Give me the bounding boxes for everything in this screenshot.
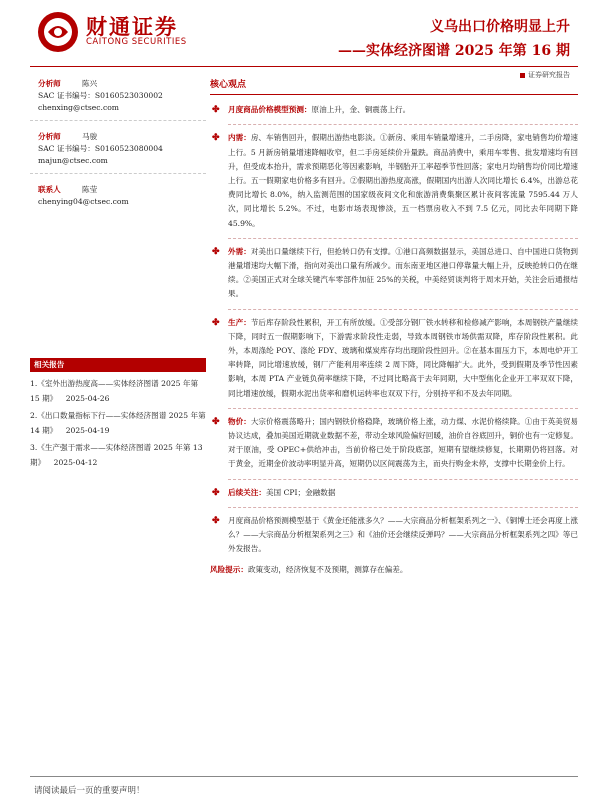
contact-name: 陈莹 bbox=[82, 185, 98, 194]
contact-block bbox=[30, 184, 206, 208]
footer-rule bbox=[30, 776, 578, 777]
related-report-item[interactable] bbox=[30, 440, 206, 470]
follow-up-text: 美国 CPI；金融数据 bbox=[265, 487, 336, 497]
domestic-label: 内需： bbox=[228, 133, 251, 143]
related-report-item[interactable] bbox=[30, 408, 206, 438]
price-paragraph bbox=[210, 415, 578, 472]
forecast-text: 原油上升，金、铜震荡上行。 bbox=[311, 105, 411, 115]
external-label: 外需： bbox=[228, 246, 251, 256]
square-icon bbox=[520, 73, 525, 78]
domestic-text: 房、车销售回升，假期出游热电影淡。①新房、乘用车销量增速升，二手房降，家电销售均价增速上行。5 月新房销量增速降幅收窄，但二手房延续价升量跌。商品消费中，乘用车零售、批发增速均有回升，但受成本抬升，需求预期恶化等因素影响，半钢胎开工率超季节性回落；家电月均销售均价同比增速上行。五一假期家电价格多有回升。②假期出游热度高涨，假期国内出游人次同比增长 6.4%，出游总花费同比增长 8.0%，纳入监测范围的国家级夜间文化和旅游消费集聚区累计夜间客流量 7595.44 万人次，同比增长 5.2%。不过，电影市场表现惨淡，五一档票房收入不到 7.5 亿元，同比去年同期下降 45.9%。 bbox=[228, 133, 578, 228]
bullet-icon: ✤ bbox=[212, 246, 220, 257]
series-note-paragraph bbox=[210, 514, 578, 557]
forecast-label: 月度商品价格模型预测： bbox=[228, 105, 312, 115]
divider bbox=[228, 309, 578, 310]
bullet-icon: ✤ bbox=[212, 105, 220, 116]
divider bbox=[228, 507, 578, 508]
bullet-icon: ✤ bbox=[212, 487, 220, 498]
brand-name-cn: 财通证券 bbox=[86, 15, 178, 39]
external-text: 对美出口量继续下行，但抢转口仍有支撑。①港口高频数据显示，美国总进口、自中国进口货物到港量增速均大幅下滑，指向对美出口量有所减少。而东南亚地区港口停靠量大幅上升，反映抢转口仍在继续。②美国正式对全球关键汽车零部件加征 25%的关税，中美经贸谈判将于周末开始，关注会后通报结果。 bbox=[228, 246, 578, 299]
core-views-heading: 核心观点 bbox=[210, 78, 578, 95]
divider bbox=[228, 408, 578, 409]
related-report-title: 2.《出口数量指标下行——实体经济图谱 2025 年第 14 期》 bbox=[30, 411, 206, 435]
analyst-name: 陈兴 bbox=[82, 79, 98, 88]
analyst-block bbox=[30, 78, 206, 121]
bullet-icon: ✤ bbox=[212, 133, 220, 144]
divider bbox=[228, 124, 578, 125]
related-reports-heading: 相关报告 bbox=[30, 358, 206, 372]
divider bbox=[228, 479, 578, 480]
related-reports-list bbox=[30, 376, 206, 470]
divider bbox=[228, 238, 578, 239]
caitong-logo-icon bbox=[36, 10, 80, 54]
bullet-icon: ✤ bbox=[212, 515, 220, 526]
risk-text: 政策变动，经济恢复不及预期，测算存在偏差。 bbox=[247, 565, 408, 575]
contact-role: 联系人 bbox=[38, 185, 61, 194]
related-report-date: 2025-04-26 bbox=[65, 394, 110, 403]
follow-up-label: 后续关注： bbox=[228, 487, 266, 497]
analyst-block bbox=[30, 131, 206, 174]
related-report-title: 3.《生产强于需求——实体经济图谱 2025 年第 13 期》 bbox=[30, 443, 203, 467]
price-text: 大宗价格震荡略升；国内钢铁价格稳降，玻璃价格上涨，动力煤、水泥价格续降。①由于英美贸易协议达成，叠加美国近期就业数据不差，带动全球风险偏好回暖，油价自谷底回升，铜价也有一定修复。对于原油，受 OPEC+供给冲击，当前价格已处于阶段底部，短期有望继续修复，长期期仍将回落。对于黄金，近期金价波动率明显升高，短期仍以区间震荡为主，而央行购金未停，支撑中长期金价上行。 bbox=[228, 416, 578, 469]
report-subtitle: ——实体经济图谱 2025 年第 16 期 bbox=[338, 43, 570, 59]
risk-warning bbox=[210, 563, 578, 577]
related-report-title: 1.《室外出游热度高——实体经济图谱 2025 年第 15 期》 bbox=[30, 379, 199, 403]
risk-label: 风险提示： bbox=[210, 565, 248, 575]
main-content bbox=[210, 78, 578, 578]
production-text: 节后库存阶段性累积，开工有所放缓。①受部分钢厂铁水转移和检修减产影响，本周钢铁产量继续下降，同时五一假期影响下，下游需求阶段性走弱，导致本周钢铁市场供需双降，库存阶段性累积。此外，本周涤纶 POY、涤纶 FDY、玻璃和煤炭库存均出现阶段性回升。②在基本面压力下，本周电炉开工率转降，同比增速放缓，钢厂产能利用率连续 2 周下降，同比降幅扩大。此外，受到假期及季节性因素影响，本周 PTA 产业链负荷率继续下降，不过同比略高于去年同期，大中型焦化企业开工率双双下降，同比增速放缓，假期水泥出货率和磨机运转率也双双下行，分别持平和不及去年同期。 bbox=[228, 317, 578, 398]
brand-name-en: CAITONG SECURITIES bbox=[86, 37, 187, 47]
bullet-icon: ✤ bbox=[212, 416, 220, 427]
analyst-email[interactable]: chenxing@ctsec.com bbox=[38, 103, 119, 112]
report-title: 义乌出口价格明显上升 bbox=[430, 19, 570, 35]
related-report-date: 2025-04-12 bbox=[53, 458, 98, 467]
production-paragraph bbox=[210, 316, 578, 401]
forecast-paragraph bbox=[210, 103, 578, 117]
sidebar bbox=[30, 78, 206, 472]
report-header bbox=[0, 0, 600, 70]
price-label: 物价： bbox=[228, 416, 251, 426]
analyst-email[interactable]: majun@ctsec.com bbox=[38, 156, 108, 165]
analyst-sac: SAC 证书编号：S0160523080004 bbox=[38, 144, 163, 153]
related-report-date: 2025-04-19 bbox=[65, 426, 110, 435]
header-rule bbox=[30, 66, 578, 67]
production-label: 生产： bbox=[228, 317, 251, 327]
contact-email[interactable]: chenying04@ctsec.com bbox=[38, 197, 129, 206]
analyst-sac: SAC 证书编号：S0160523030002 bbox=[38, 91, 163, 100]
analyst-name: 马骏 bbox=[82, 132, 98, 141]
bullet-icon: ✤ bbox=[212, 317, 220, 328]
analyst-role: 分析师 bbox=[38, 132, 61, 141]
external-demand-paragraph bbox=[210, 245, 578, 302]
domestic-demand-paragraph bbox=[210, 131, 578, 230]
analyst-role: 分析师 bbox=[38, 79, 61, 88]
related-report-item[interactable] bbox=[30, 376, 206, 406]
follow-up-paragraph bbox=[210, 486, 578, 500]
series-note-text: 月度商品价格预测模型基于《黄金还能涨多久？——大宗商品分析框架系列之一》、《铜博士还会再度上涨么？——大宗商品分析框架系列之三》和《油价还会继续反弹吗？——大宗商品分析框架系列之四》等已外发报告。 bbox=[228, 515, 578, 554]
footer-disclaimer: 请阅读最后一页的重要声明！ bbox=[34, 786, 145, 796]
report-type-text: 证券研究报告 bbox=[528, 71, 570, 79]
